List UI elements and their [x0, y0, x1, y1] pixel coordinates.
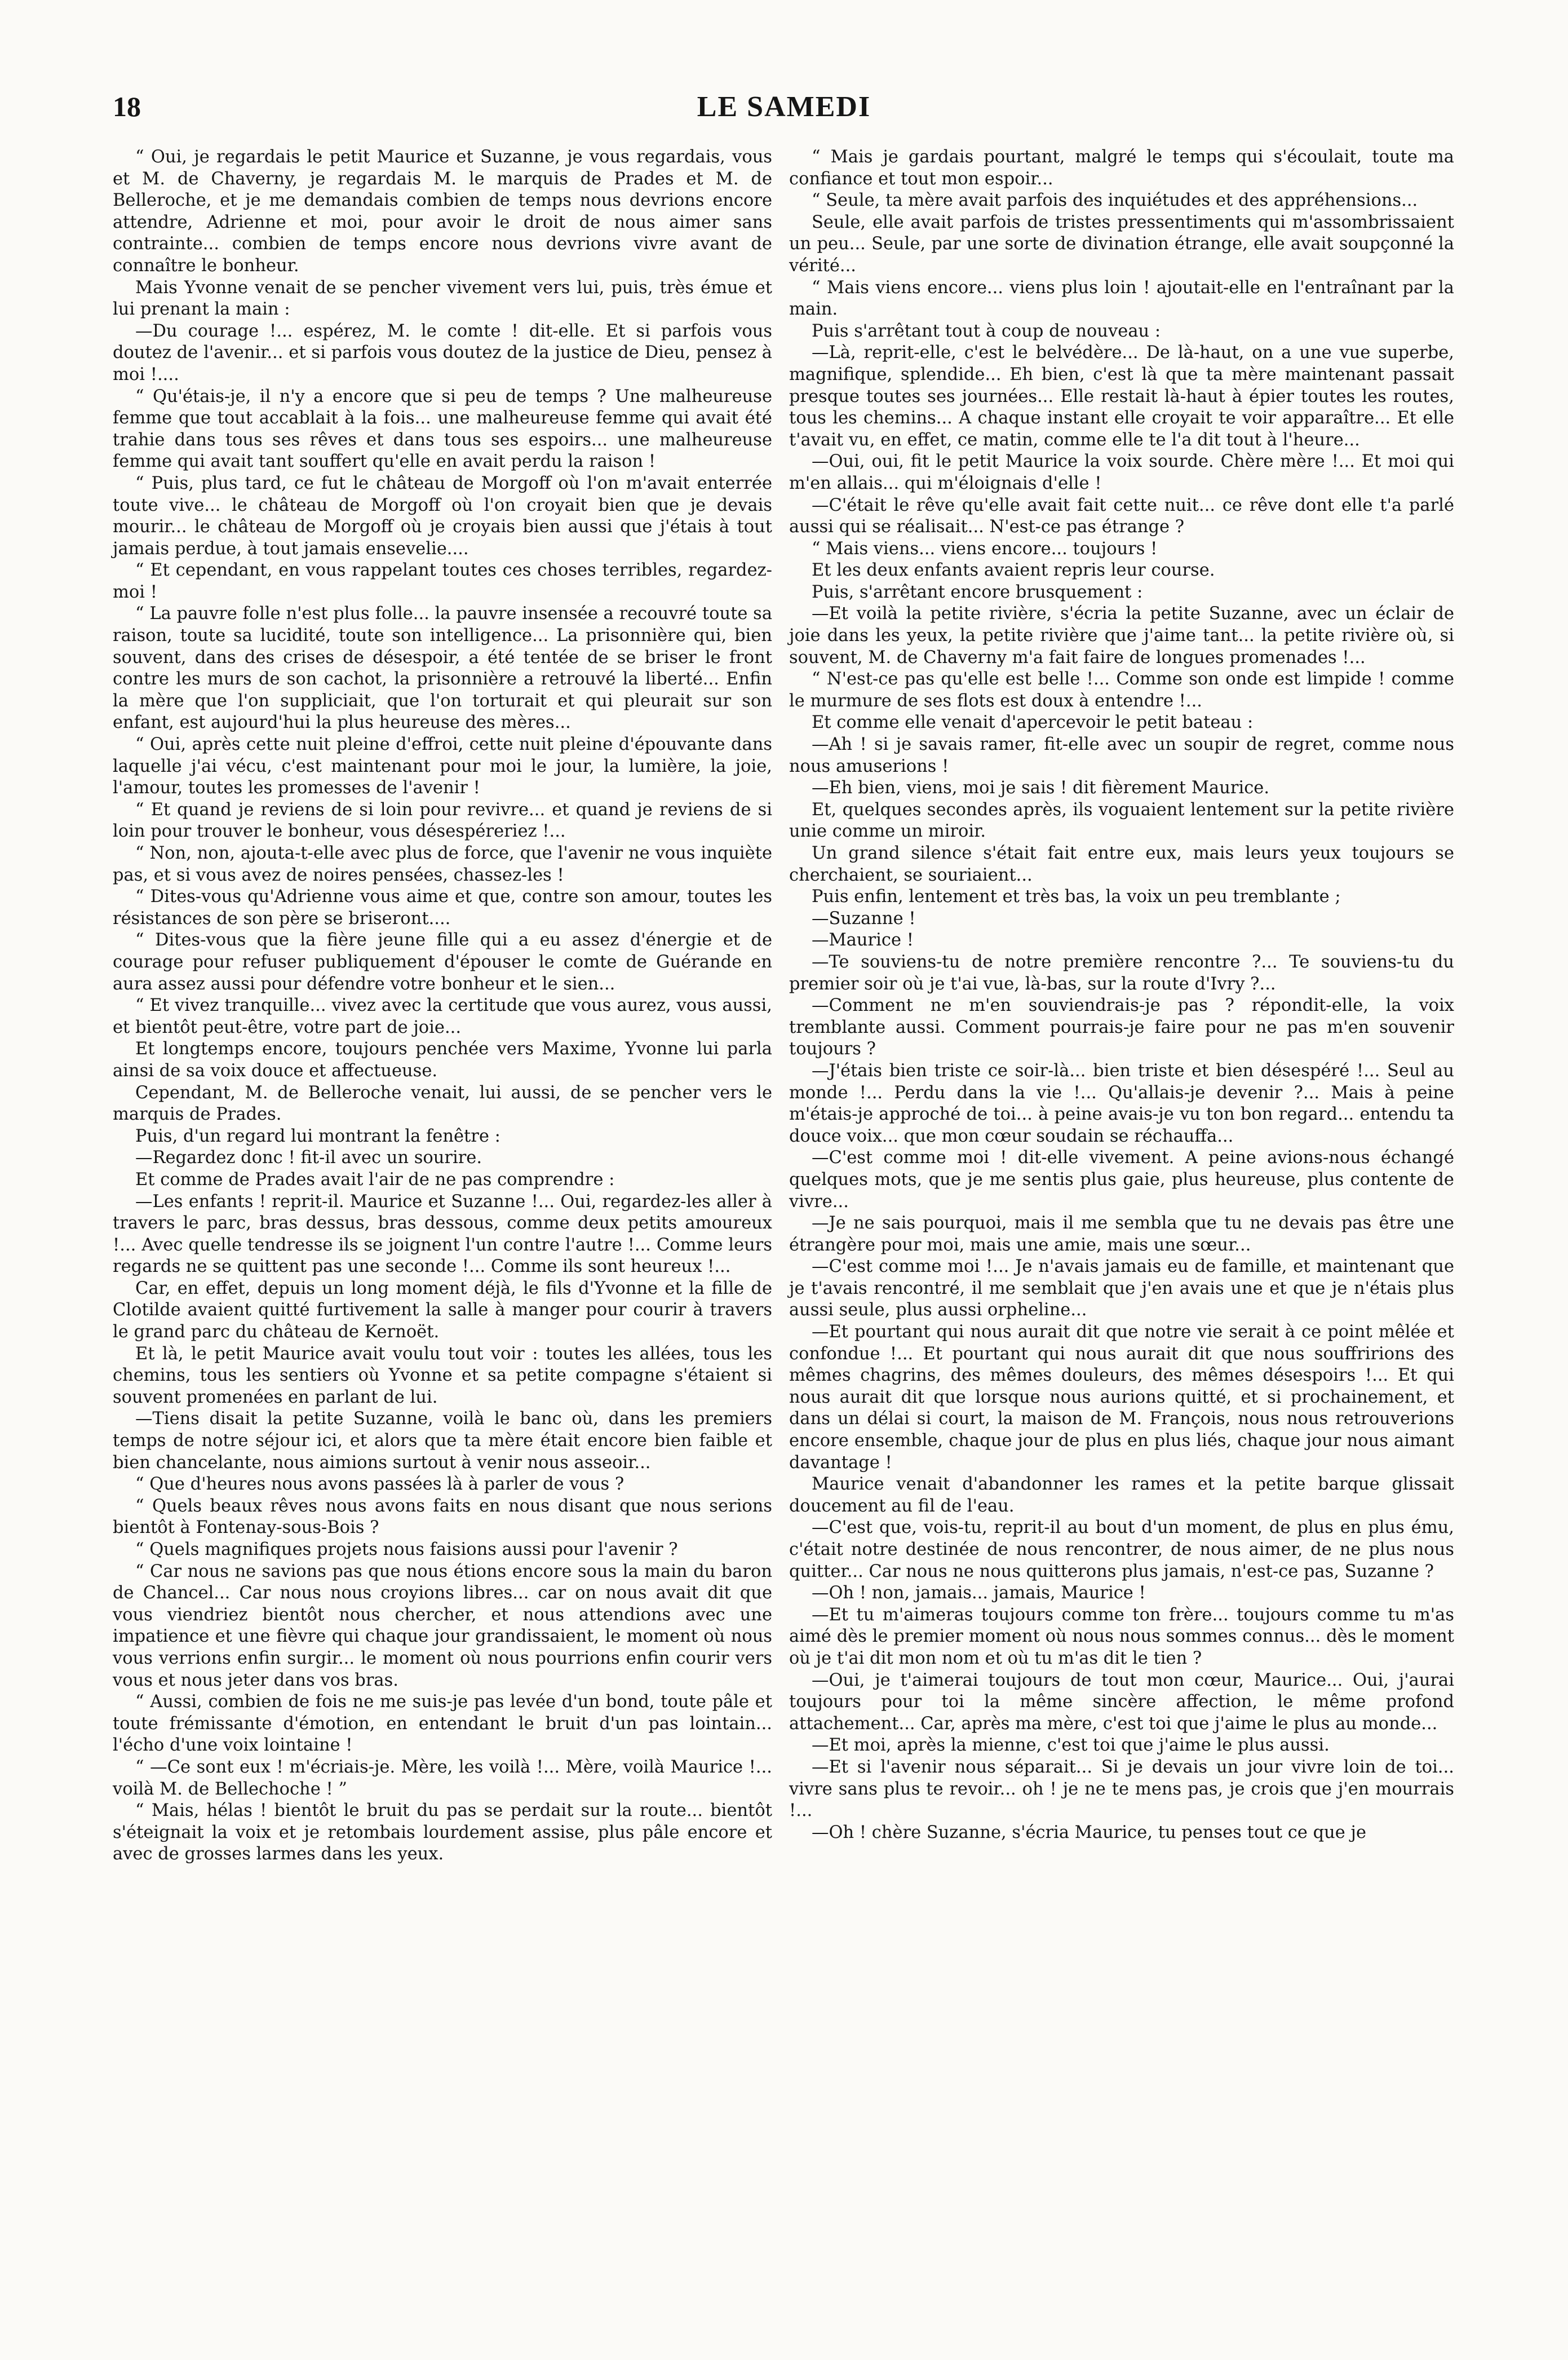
paragraph: Puis, s'arrêtant encore brusquement : [812, 582, 1143, 602]
paragraph: “ —Ce sont eux ! m'écriais-je. Mère, les voilà !... Mère, voilà Maurice !... voilà M. de Bellechoche ! ” [113, 1757, 772, 1799]
paragraph: “ Oui, après cette nuit pleine d'effroi, cette nuit pleine d'épouvante dans laquelle j'ai vécu, c'est maintenant pour moi le jour, la lumière, la joie, l'amour, toutes les promesses de l'avenir ! [113, 735, 772, 798]
paragraph: Et comme de Prades avait l'air de ne pas comprendre : [135, 1169, 615, 1190]
paragraph: Puis s'arrêtant tout à coup de nouveau : [812, 321, 1161, 341]
paragraph: “ Mais viens encore... viens plus loin ! ajoutait-elle en l'entraînant par la main. [789, 277, 1454, 320]
paragraph: “ Non, non, ajouta-t-elle avec plus de force, que l'avenir ne vous inquiète pas, et si vous avez de noires pensées, chassez-les ! [113, 843, 772, 885]
paragraph: “ Seule, ta mère avait parfois des inquiétudes et des appréhensions... [812, 191, 1418, 211]
paragraph: “ Puis, plus tard, ce fut le château de Morgoff où l'on m'avait enterrée toute vive... le château de Morgoff où l'on croyait bien que je devais mourir... le château de Morgoff où je croyais bien aussi que j'étais à tout jamais perdue, à tout jamais ensevelie.... [113, 473, 772, 559]
paragraph: Et longtemps encore, toujours penchée vers Maxime, Yvonne lui parla ainsi de sa voix douce et affectueuse. [113, 1039, 772, 1081]
paragraph: —Là, reprit-elle, c'est le belvédère... De là-haut, on a une vue superbe, magnifique, splendide... Eh bien, c'est là que ta mère maintenant passait presque toutes ses journées... Elle restait là-haut à épier toutes les routes, tous les chemins... A chaque instant elle croyait te voir apparaître... Et elle t'avait vu, en effet, ce matin, comme elle te l'a dit tout à l'heure... [789, 343, 1454, 450]
paragraph: —C'est comme moi !... Je n'avais jamais eu de famille, et maintenant que je t'avais rencontré, il me semblait que j'en avais une et que je n'étais plus aussi seule, plus aussi orpheline... [789, 1257, 1454, 1320]
right-column [789, 147, 1454, 2334]
paragraph: Maurice venait d'abandonner les rames et la petite barque glissait doucement au fil de l'eau. [789, 1474, 1454, 1516]
paragraph: —Regardez donc ! fit-il avec un sourire. [135, 1148, 482, 1168]
paragraph: Et les deux enfants avaient repris leur course. [812, 560, 1215, 581]
paragraph: —Oh ! non, jamais... jamais, Maurice ! [812, 1583, 1146, 1603]
paragraph: “ Mais viens... viens encore... toujours ! [812, 538, 1158, 559]
paragraph: “ Oui, je regardais le petit Maurice et Suzanne, je vous regardais, vous et M. de Chaverny, je regardais M. le marquis de Prades et M. de Belleroche, et je me demandais combien de temps nous devrions encore attendre, Adrienne et moi, pour avoir le droit de nous aimer sans contrainte... combien de temps encore nous devrions vivre avant de connaître le bonheur. [113, 147, 772, 276]
paragraph: —Et moi, après la mienne, c'est toi que j'aime le plus aussi. [812, 1735, 1330, 1756]
paragraph: “ Et cependant, en vous rappelant toutes ces choses terribles, regardez-moi ! [113, 560, 772, 602]
paragraph: Cependant, M. de Belleroche venait, lui aussi, de se pencher vers le marquis de Prades. [113, 1082, 772, 1125]
page-header [113, 90, 1455, 141]
paragraph: —Et pourtant qui nous aurait dit que notre vie serait à ce point mêlée et confondue !... Et pourtant qui nous aurait dit que nous souffririons des mêmes chagrins, des mêmes douleurs, des mêmes désespoirs !... Et qui nous aurait dit que lorsque nous aurions quitté, et si prochainement, et dans un délai si court, la maison de M. François, nous nous retrouverions encore ensemble, chaque jour de plus en plus liés, chaque jour nous aimant davantage ! [789, 1322, 1454, 1473]
page-number: 18 [113, 91, 141, 122]
paragraph: Seule, elle avait parfois de tristes pressentiments qui m'assombrissaient un peu... Seule, par une sorte de divination étrange, elle avait soupçonné la vérité... [789, 212, 1454, 276]
paragraph: Et, quelques secondes après, ils voguaient lentement sur la petite rivière unie comme un miroir. [789, 799, 1454, 842]
paragraph: —C'est comme moi ! dit-elle vivement. A peine avions-nous échangé quelques mots, que je me sentis plus gaie, plus heureuse, plus contente de vivre... [789, 1148, 1454, 1212]
paragraph: “ Qu'étais-je, il n'y a encore que si peu de temps ? Une malheureuse femme que tout accablait à la fois... une malheureuse femme qui avait été trahie dans tous ses rêves et dans tous ses espoirs... une malheureuse femme qui avait tant souffert qu'elle en avait perdu la raison ! [113, 386, 772, 472]
paragraph: “ Quels beaux rêves nous avons faits en nous disant que nous serions bientôt à Fontenay-sous-Bois ? [113, 1496, 772, 1538]
paragraph: —Et tu m'aimeras toujours comme ton frère... toujours comme tu m'as aimé dès le premier moment où nous nous sommes connus... dès le moment où je t'ai dit mon nom et où tu m'as dit le tien ? [789, 1605, 1454, 1668]
paragraph: —Les enfants ! reprit-il. Maurice et Suzanne !... Oui, regardez-les aller à travers le parc, bras dessus, bras dessous, comme deux petits amoureux !... Avec quelle tendresse ils se joignent l'un contre l'autre !... Comme leurs regards ne se quittent pas une seconde !... Comme ils sont heureux !... [113, 1191, 772, 1277]
paragraph: Un grand silence s'était fait entre eux, mais leurs yeux toujours se cherchaient, se souriaient... [789, 843, 1454, 885]
paragraph: “ Et quand je reviens de si loin pour revivre... et quand je reviens de si loin pour trouver le bonheur, vous désespéreriez !... [113, 799, 772, 842]
paragraph: “ Aussi, combien de fois ne me suis-je pas levée d'un bond, toute pâle et toute frémissante d'émotion, en entendant le bruit d'un pas lointain... l'écho d'une voix lointaine ! [113, 1692, 772, 1756]
paragraph: —Oui, je t'aimerai toujours de tout mon cœur, Maurice... Oui, j'aurai toujours pour toi la même sincère affection, le même profond attachement... Car, après ma mère, c'est toi que j'aime le plus au monde... [789, 1670, 1454, 1734]
paragraph: “ Mais je gardais pourtant, malgré le temps qui s'écoulait, toute ma confiance et tout mon espoir... [789, 147, 1454, 189]
paragraph: —Oh ! chère Suzanne, s'écria Maurice, tu penses tout ce que je [812, 1822, 1367, 1842]
paragraph: “ Car nous ne savions pas que nous étions encore sous la main du baron de Chancel... Car nous nous croyions libres... car on nous avait dit que vous viendriez bientôt nous chercher, et nous attendions avec une impatience et une fièvre qui chaque jour grandissaient, le moment où nous vous verrions enfin surgir... le moment où nous pourrions enfin courir vers vous et nous jeter dans vos bras. [113, 1561, 772, 1690]
journal-title: LE SAMEDI [697, 91, 871, 123]
paragraph: —Et si l'avenir nous séparait... Si je devais un jour vivre loin de toi... vivre sans plus te revoir... oh ! je ne te mens pas, je crois que j'en mourrais !... [789, 1757, 1454, 1821]
paragraph: “ Dites-vous qu'Adrienne vous aime et que, contre son amour, toutes les résistances de son père se briseront.... [113, 887, 772, 929]
paragraph: “ Et vivez tranquille... vivez avec la certitude que vous aurez, vous aussi, et bientôt peut-être, votre part de joie... [113, 996, 772, 1037]
paragraph: —Du courage !... espérez, M. le comte ! dit-elle. Et si parfois vous doutez de l'avenir... et si parfois vous doutez de la justice de Dieu, pensez à moi !.... [113, 321, 772, 385]
paragraph: —Tiens disait la petite Suzanne, voilà le banc où, dans les premiers temps de notre séjour ici, et alors que ta mère était encore bien faible et bien chancelante, nous aimions surtout à venir nous asseoir... [113, 1409, 772, 1473]
paragraph: —Suzanne ! [812, 908, 916, 929]
paragraph: —Et voilà la petite rivière, s'écria la petite Suzanne, avec un éclair de joie dans les yeux, la petite rivière que j'aime tant... la petite rivière où, si souvent, M. de Chaverny m'a fait faire de longues promenades !... [789, 604, 1454, 668]
paragraph: Puis, d'un regard lui montrant la fenêtre : [135, 1126, 500, 1146]
paragraph: “ Que d'heures nous avons passées là à parler de vous ? [135, 1474, 624, 1495]
paragraph: —C'était le rêve qu'elle avait fait cette nuit... ce rêve dont elle t'a parlé aussi qui se réalisait... N'est-ce pas étrange ? [789, 495, 1454, 537]
paragraph: Mais Yvonne venait de se pencher vivement vers lui, puis, très émue et lui prenant la main : [113, 277, 772, 320]
paragraph: —Oui, oui, fit le petit Maurice la voix sourde. Chère mère !... Et moi qui m'en allais... qui m'éloignais d'elle ! [789, 452, 1454, 493]
paragraph: Car, en effet, depuis un long moment déjà, le fils d'Yvonne et la fille de Clotilde avaient quitté furtivement la salle à manger pour courir à travers le grand parc du château de Kernoët. [113, 1278, 772, 1342]
paragraph: —C'est que, vois-tu, reprit-il au bout d'un moment, de plus en plus ému, c'était notre destinée de nous rencontrer, de nous aimer, de ne plus nous quitter... Car nous ne nous quitterons plus jamais, n'est-ce pas, Suzanne ? [789, 1518, 1454, 1581]
paragraph: —Te souviens-tu de notre première rencontre ?... Te souviens-tu du premier soir où je t'ai vue, là-bas, sur la route d'Ivry ?... [789, 952, 1454, 994]
paragraph: —Comment ne m'en souviendrais-je pas ? répondit-elle, la voix tremblante aussi. Comment pourrais-je faire pour ne pas m'en souvenir toujours ? [789, 996, 1454, 1059]
paragraph: —Ah ! si je savais ramer, fit-elle avec un soupir de regret, comme nous nous amuserions ! [789, 735, 1454, 776]
paragraph: —Je ne sais pourquoi, mais il me sembla que tu ne devais pas être une étrangère pour moi, mais une amie, mais une sœur... [789, 1213, 1454, 1255]
paragraph: —J'étais bien triste ce soir-là... bien triste et bien désespéré !... Seul au monde !... Perdu dans la vie !... Qu'allais-je devenir ?... Mais à peine m'étais-je approché de toi... à peine avais-je vu ton bon regard... entendu ta douce voix... que mon cœur soudain se réchauffa... [789, 1060, 1454, 1146]
paragraph: —Eh bien, viens, moi je sais ! dit fièrement Maurice. [812, 778, 1270, 798]
paragraph: “ La pauvre folle n'est plus folle... la pauvre insensée a recouvré toute sa raison, toute sa lucidité, toute son intelligence... La prisonnière qui, bien souvent, dans des crises de désespoir, a été tentée de se briser le front contre les murs de son cachot, la prisonnière a retrouvé la liberté... Enfin la mère que l'on suppliciait, que l'on torturait et qui pleurait sur son enfant, est aujourd'hui la plus heureuse des mères... [113, 604, 772, 733]
paragraph: —Maurice ! [812, 930, 914, 951]
left-column [113, 147, 772, 2334]
paragraph: “ N'est-ce pas qu'elle est belle !... Comme son onde est limpide ! comme le murmure de ses flots est doux à entendre !... [789, 669, 1454, 711]
paragraph: Puis enfin, lentement et très bas, la voix un peu tremblante ; [812, 887, 1341, 907]
paragraph: “ Dites-vous que la fière jeune fille qui a eu assez d'énergie et de courage pour refuser publiquement d'épouser le comte de Guérande en aura assez aussi pour défendre votre bonheur et le sien... [113, 930, 772, 994]
paragraph: Et comme elle venait d'apercevoir le petit bateau : [812, 713, 1253, 733]
paragraph: Et là, le petit Maurice avait voulu tout voir : toutes les allées, tous les chemins, tous les sentiers où Yvonne et sa petite compagne s'étaient si souvent promenées en parlant de lui. [113, 1343, 772, 1407]
paragraph: “ Quels magnifiques projets nous faisions aussi pour l'avenir ? [135, 1540, 678, 1559]
paragraph: “ Mais, hélas ! bientôt le bruit du pas se perdait sur la route... bientôt s'éteignait la voix et je retombais lourdement assise, plus pâle encore et avec de grosses larmes dans les yeux. [113, 1801, 772, 1864]
